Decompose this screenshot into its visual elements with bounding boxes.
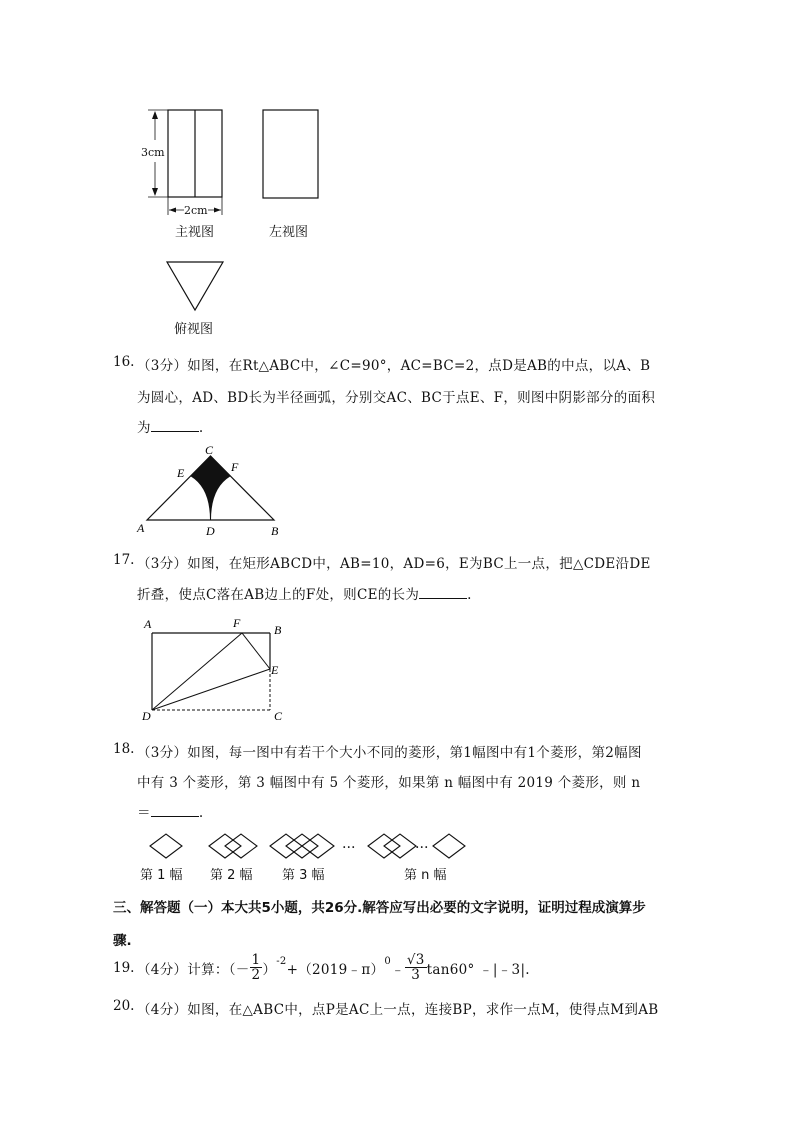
left-view-caption: 左视图	[269, 225, 309, 240]
section-3-heading-line-2: 骤.	[113, 933, 132, 949]
q19-prefix: （4分）计算：（－	[137, 961, 250, 978]
q18-fig1-rhombus	[150, 834, 182, 858]
q19-frac2-denominator: 3	[411, 967, 421, 983]
width-dimension-label: 2cm	[184, 204, 208, 217]
q18-fign-rhombus-c	[433, 834, 465, 858]
q19-frac2-numerator: √3	[406, 952, 425, 968]
q20-number: 20.	[113, 998, 135, 1014]
q18-ellipsis-2: …	[415, 836, 429, 852]
q19-fraction-1	[250, 953, 263, 982]
q17-line-2	[137, 583, 472, 603]
q16-label-d: D	[206, 524, 215, 538]
q16-line-3-suffix: .	[198, 420, 204, 436]
q18-line-2: 中有 3 个菱形，第 3 幅图中有 5 个菱形，如果第 n 幅图中有 2019 个菱形，则 n	[137, 775, 641, 791]
q16-line-2: 为圆心，AD、BD长为半径画弧，分别交AC、BC于点E、F，则图中阴影部分的面积	[137, 390, 656, 406]
q19-number: 19.	[113, 960, 135, 976]
q19-frac1-numerator: 1	[251, 952, 261, 968]
arrow-up-icon	[152, 111, 158, 119]
arrow-left-icon	[169, 208, 176, 213]
q19-exponent-2: 0	[384, 956, 392, 967]
front-view-caption: 主视图	[175, 225, 215, 240]
top-view-caption: 俯视图	[174, 322, 214, 337]
q16-shaded-region	[191, 456, 230, 520]
q20-line-1: （4分）如图，在△ABC中，点P是AC上一点，连接BP，求作一点M，使得点M到AB	[137, 1002, 659, 1018]
q17-label-b: B	[274, 623, 282, 637]
height-dimension-label: 3cm	[141, 146, 165, 159]
q19-part-5: tan60° ﹣|﹣3|.	[426, 961, 530, 978]
q18-line-1: （3分）如图，每一图中有若干个大小不同的菱形，第1幅图中有1个菱形，第2幅图	[137, 745, 642, 761]
q16-label-e: E	[177, 466, 185, 480]
q16-label-c: C	[205, 443, 214, 457]
q19-fraction-2	[405, 953, 427, 982]
q16-label-a: A	[137, 521, 145, 535]
q18-caption-3: 第 3 幅	[282, 868, 325, 883]
q18-caption-2: 第 2 幅	[210, 868, 253, 883]
q18-answer-blank[interactable]	[151, 804, 199, 817]
q16-number: 16.	[113, 354, 135, 370]
q17-line-df	[152, 633, 242, 710]
q19-expression	[137, 953, 530, 982]
q19-part-2: ）	[262, 961, 277, 978]
q18-line-3	[137, 801, 203, 821]
q18-caption-1: 第 1 幅	[140, 868, 183, 883]
q17-label-d: D	[142, 709, 151, 723]
q17-label-c: C	[274, 709, 283, 723]
q16-label-f: F	[231, 460, 239, 474]
q17-label-a: A	[144, 617, 152, 631]
section-3-heading-line-1: 三、解答题（一）本大共5小题，共26分.解答应写出必要的文字说明，证明过程成演算步	[113, 900, 646, 916]
arrow-right-icon	[214, 208, 221, 213]
q16-label-b: B	[271, 524, 279, 538]
q16-figure	[135, 440, 295, 540]
q19-exponent-1: -2	[276, 956, 287, 967]
q18-line-3-prefix: ＝	[137, 805, 151, 821]
q18-line-3-suffix: .	[198, 805, 204, 821]
q17-line-fe	[242, 633, 270, 669]
q17-figure	[135, 612, 305, 727]
q18-ellipsis-1: …	[342, 836, 356, 852]
q17-line-2-prefix: 折叠，使点C落在AB边上的F处，则CE的长为	[137, 587, 420, 603]
top-view-triangle	[167, 262, 223, 310]
q16-line-3	[137, 416, 203, 436]
q17-number: 17.	[113, 552, 135, 568]
q18-number: 18.	[113, 741, 135, 757]
left-view-rect	[263, 110, 318, 198]
q19-part-3: +（2019﹣π）	[286, 961, 385, 978]
q17-label-e: E	[271, 663, 279, 677]
q16-answer-blank[interactable]	[151, 419, 199, 432]
q19-part-4: ﹣	[391, 961, 405, 978]
q16-line-3-prefix: 为	[137, 420, 151, 436]
q16-line-1: （3分）如图，在Rt△ABC中，∠C=90°，AC=BC=2，点D是AB的中点，以A、B	[137, 358, 651, 374]
q17-answer-blank[interactable]	[419, 586, 467, 599]
q19-frac1-denominator: 2	[251, 967, 261, 983]
q18-caption-n: 第 n 幅	[404, 868, 447, 883]
arrow-down-icon	[152, 188, 158, 196]
q17-line-2-suffix: .	[467, 587, 472, 603]
q17-line-1: （3分）如图，在矩形ABCD中，AB=10，AD=6，E为BC上一点，把△CDE沿DE	[137, 556, 651, 572]
q17-line-de	[152, 669, 270, 710]
q17-label-f: F	[233, 616, 241, 630]
